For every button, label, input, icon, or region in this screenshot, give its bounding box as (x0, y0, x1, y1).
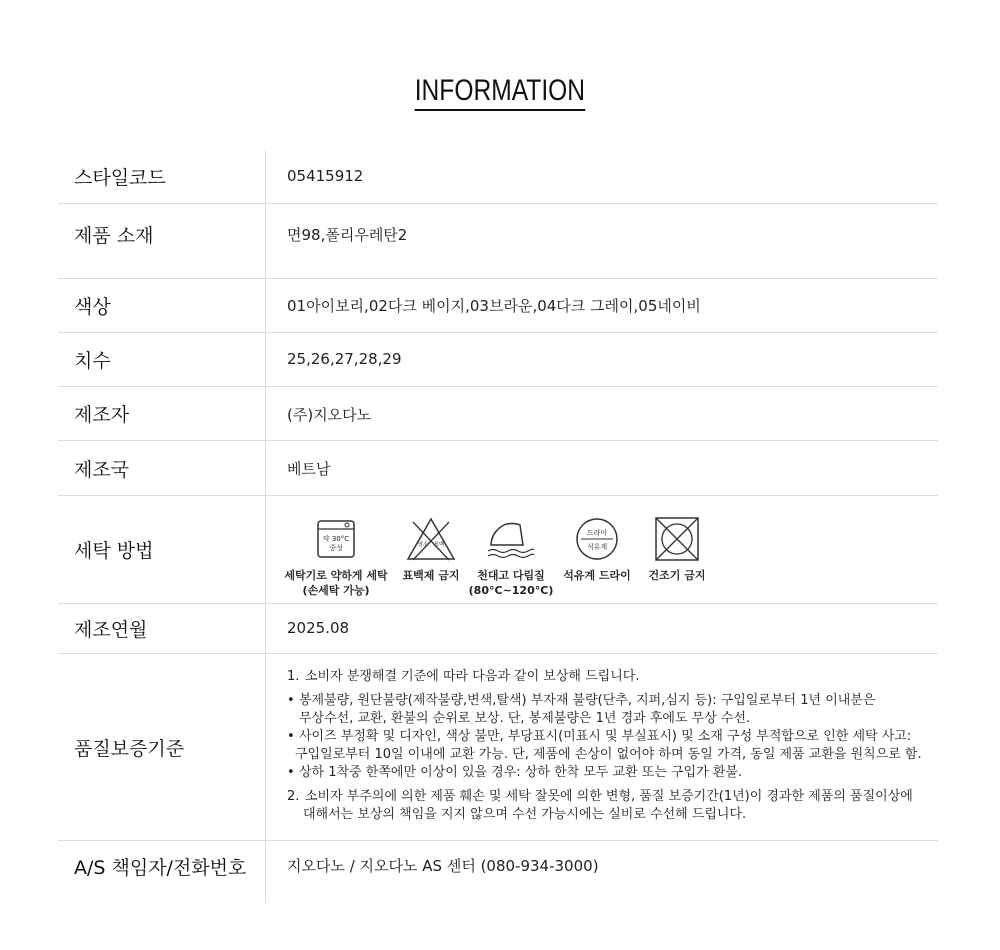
row-quality (58, 654, 938, 841)
care-caption: 천대고 다림질 (80°C~120°C) (468, 569, 554, 597)
care-item-tumble (640, 514, 714, 598)
care-item-wash (278, 514, 394, 598)
row-value: 05415912 (287, 167, 364, 185)
row-value: (주)지오다노 (287, 406, 372, 424)
row-size (58, 333, 938, 387)
row-material (58, 204, 938, 279)
svg-text:표백: 표백 (433, 542, 445, 548)
row-value: 2025.08 (287, 619, 350, 637)
list-item: • 봉제불량, 원단불량(제작불량,변색,탈색) 부자재 불량(단추, 지퍼,심지 등): 구입일로부터 1년 이내분은 (287, 693, 876, 708)
row-manufacturer (58, 387, 938, 441)
care-item-iron (468, 514, 554, 598)
row-value: 베트남 (287, 460, 331, 478)
column-divider (265, 496, 266, 603)
list-item: 2. 소비자 부주의에 의한 제품 훼손 및 세탁 잘못에 의한 변형, 품질 보증기간(1년)이 경과한 제품의 품질이상에 (287, 789, 913, 804)
svg-text:석유계: 석유계 (586, 543, 608, 551)
care-caption: 석유계 드라이 (563, 569, 631, 582)
care-item-bleach (394, 514, 468, 598)
list-item: 대해서는 보상의 책임을 지지 않으며 수선 가능시에는 실비로 수선해 드립니다. (303, 807, 747, 822)
row-manufacture-date (58, 604, 938, 654)
row-label: 스타일코드 (74, 167, 166, 189)
row-value: 면98,폴리우레탄2 (287, 226, 408, 244)
washing-tub-icon (316, 514, 356, 564)
care-item-dry-clean (554, 514, 640, 598)
column-divider (265, 279, 266, 332)
column-divider (265, 150, 266, 203)
column-divider (265, 333, 266, 386)
column-divider (265, 654, 266, 840)
row-label: 치수 (74, 350, 111, 372)
row-label: 제품 소재 (74, 225, 154, 247)
svg-text:중성: 중성 (329, 544, 343, 552)
list-item: 1. 소비자 분쟁해결 기준에 따라 다음과 같이 보상해 드립니다. (287, 669, 640, 684)
list-item: • 사이즈 부정확 및 디자인, 색상 불만, 부당표시(미표시 및 부실표시) 및 소재 구성 부적합으로 인한 세탁 사고: (287, 729, 912, 744)
svg-text:약 30°C: 약 30°C (322, 535, 350, 543)
care-caption: 표백제 금지 (402, 569, 460, 582)
row-value: 25,26,27,28,29 (287, 350, 402, 368)
row-label: 제조연월 (74, 619, 148, 641)
list-item: 무상수선, 교환, 환불의 순위로 보상. 단, 봉제불량은 1년 경과 후에도 무상 수선. (299, 711, 751, 726)
row-label: 색상 (74, 296, 111, 318)
dry-clean-icon (575, 514, 619, 564)
column-divider (265, 387, 266, 440)
row-style-code (58, 150, 938, 204)
row-country (58, 441, 938, 496)
svg-text:드라이: 드라이 (586, 529, 608, 537)
care-caption: 세탁기로 약하게 세탁 (손세탁 가능) (284, 569, 388, 597)
row-as-contact (58, 841, 938, 903)
quality-text (287, 668, 937, 824)
column-divider (265, 204, 266, 278)
row-label: 제조국 (74, 458, 130, 481)
row-washing (58, 496, 938, 604)
row-color (58, 279, 938, 333)
care-caption: 건조기 금지 (648, 569, 706, 582)
page-title-wrap (0, 74, 1000, 111)
row-value: 01아이보리,02다크 베이지,03브라운,04다크 그레이,05네이비 (287, 297, 701, 315)
row-value: 지오다노 / 지오다노 AS 센터 (080-934-3000) (287, 857, 599, 875)
column-divider (265, 604, 266, 653)
row-label: 제조자 (74, 404, 130, 426)
info-table (58, 150, 938, 903)
no-tumble-dry-icon (654, 514, 700, 564)
no-bleach-icon (405, 514, 457, 564)
page-title: INFORMATION (415, 74, 585, 111)
care-symbols (278, 514, 714, 598)
list-item: • 상하 1착중 한쪽에만 이상이 있을 경우: 상하 한착 모두 교환 또는 구입가 환불. (287, 765, 743, 780)
list-item: 구입일로부터 10일 이내에 교환 가능. 단, 제품에 손상이 없어야 하며 동일 가격, 동일 제품 교환을 원칙으로 함. (295, 747, 922, 762)
iron-icon (486, 514, 536, 564)
row-label: 품질보증기준 (74, 737, 185, 760)
column-divider (265, 841, 266, 903)
row-label: 세탁 방법 (74, 540, 154, 562)
row-label: A/S 책임자/전화번호 (74, 857, 247, 879)
column-divider (265, 441, 266, 495)
svg-text:염소: 염소 (417, 542, 429, 548)
